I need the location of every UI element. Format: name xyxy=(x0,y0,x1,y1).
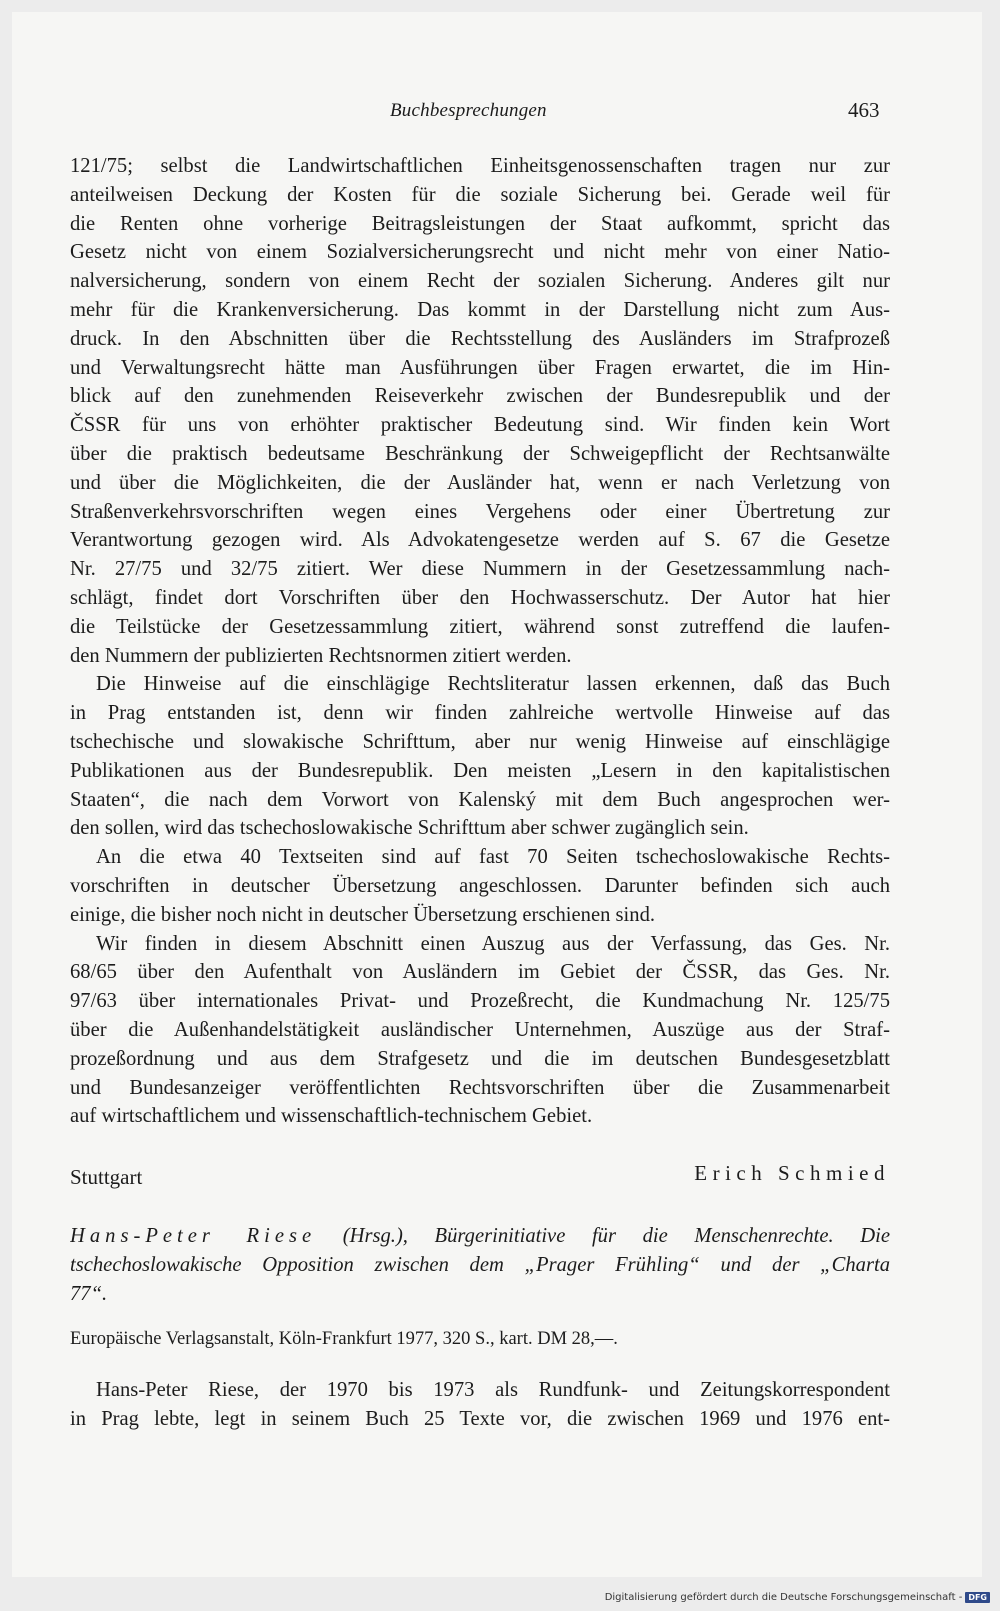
text-line: anteilweisen Deckung der Kosten für die soziale Sicherung bei. Gerade weil für xyxy=(70,183,890,206)
text-line: Wir finden in diesem Abschnitt einen Auszug aus der Verfassung, das Ges. Nr. xyxy=(96,932,890,955)
text-line: tschechische und slowakische Schrifttum, aber nur wenig Hinweise auf einschlägige xyxy=(70,730,890,753)
review-title-line xyxy=(70,1222,890,1251)
text-line: und Bundesanzeiger veröffentlichten Rechtsvorschriften über die Zusammenarbeit xyxy=(70,1076,890,1099)
review-title-part: (Hrsg.), Bürgerinitiative für die Menschenrechte. Die xyxy=(316,1225,890,1247)
text-line: prozeßordnung und aus dem Strafgesetz und die im deutschen Bundesgesetzblatt xyxy=(70,1047,890,1070)
body-text xyxy=(70,152,890,1131)
text-line: einige, die bisher noch nicht in deutscher Übersetzung erschienen sind. xyxy=(70,903,656,926)
text-line: Verantwortung gezogen wird. Als Advokatengesetze werden auf S. 67 die Gesetze xyxy=(70,529,890,552)
review-title-line: 77“. xyxy=(70,1282,108,1305)
text-line: Die Hinweise auf die einschlägige Rechtsliteratur lassen erkennen, daß das Buch xyxy=(96,673,890,696)
review-heading xyxy=(70,1222,890,1308)
text-line: und über die Möglichkeiten, die der Ausländer hat, wenn er nach Verletzung von xyxy=(70,471,890,494)
text-line: schlägt, findet dort Vorschriften über den Hochwasserschutz. Der Autor hat hier xyxy=(70,586,890,609)
text-line: in Prag lebte, legt in seinem Buch 25 Texte vor, die zwischen 1969 und 1976 ent- xyxy=(70,1407,890,1430)
text-line: Nr. 27/75 und 32/75 zitiert. Wer diese Nummern in der Gesetzessammlung nach- xyxy=(70,558,890,581)
review-body xyxy=(70,1375,890,1433)
text-line: die Teilstücke der Gesetzessammlung zitiert, während sonst zutreffend die laufen- xyxy=(70,615,890,638)
text-line: Straßenverkehrsvorschriften wegen eines Vergehens oder einer Übertretung zur xyxy=(70,500,890,523)
text-line: nalversicherung, sondern von einem Recht der sozialen Sicherung. Anderes gilt nur xyxy=(70,270,890,293)
text-line: 121/75; selbst die Landwirtschaftlichen Einheitsgenossenschaften tragen nur zur xyxy=(70,155,890,177)
text-line: 97/63 über internationales Privat- und Prozeßrecht, die Kundmachung Nr. 125/75 xyxy=(70,990,890,1013)
text-line: und Verwaltungsrecht hätte man Ausführungen über Fragen erwartet, die im Hin- xyxy=(70,356,890,379)
text-line: auf wirtschaftlichem und wissenschaftlich-technischem Gebiet. xyxy=(70,1105,593,1128)
signature-author: Erich Schmied xyxy=(694,1161,890,1185)
text-line: in Prag entstanden ist, denn wir finden zahlreiche wertvolle Hinweise auf das xyxy=(70,702,890,725)
text-line: den Nummern der publizierten Rechtsnormen zitiert werden. xyxy=(70,644,572,667)
signature xyxy=(70,1161,890,1195)
text-line: An die etwa 40 Textseiten sind auf fast 70 Seiten tschechoslowakische Rechts- xyxy=(96,846,890,869)
review-title-line: tschechoslowakische Opposition zwischen dem „Prager Frühling“ und der „Charta xyxy=(70,1253,890,1276)
text-line: Publikationen aus der Bundesrepublik. Den meisten „Lesern in den kapitalistischen xyxy=(70,759,890,782)
text-line: mehr für die Krankenversicherung. Das kommt in der Darstellung nicht zum Aus- xyxy=(70,298,890,321)
digitization-footer xyxy=(605,1592,990,1603)
running-header: Buchbesprechungen xyxy=(390,100,547,121)
text-line: Staaten“, die nach dem Vorwort von Kalenský mit dem Buch angesprochen wer- xyxy=(70,788,890,811)
text-line: den sollen, wird das tschechoslowakische Schrifttum aber schwer zugänglich sein. xyxy=(70,817,749,840)
page xyxy=(12,12,982,1577)
footer-text: Digitalisierung gefördert durch die Deutsche Forschungsgemeinschaft - xyxy=(604,1592,963,1603)
page-number: 463 xyxy=(848,98,880,122)
signature-city: Stuttgart xyxy=(70,1165,143,1189)
publication-info: Europäische Verlagsanstalt, Köln-Frankfurt 1977, 320 S., kart. DM 28,—. xyxy=(70,1329,618,1349)
text-line: Hans-Peter Riese, der 1970 bis 1973 als Rundfunk- und Zeitungskorrespondent xyxy=(96,1379,890,1401)
dfg-logo: DFG xyxy=(965,1592,990,1603)
text-line: ČSSR für uns von erhöhter praktischer Bedeutung sind. Wir finden kein Wort xyxy=(70,414,890,437)
text-line: über die Außenhandelstätigkeit ausländischer Unternehmen, Auszüge aus der Straf- xyxy=(70,1018,890,1041)
text-line: vorschriften in deutscher Übersetzung angeschlossen. Darunter befinden sich auch xyxy=(70,874,890,897)
text-line: druck. In den Abschnitten über die Rechtsstellung des Ausländers im Strafprozeß xyxy=(70,327,890,350)
text-line: 68/65 über den Aufenthalt von Ausländern im Gebiet der ČSSR, das Ges. Nr. xyxy=(70,961,890,984)
review-author: Hans-Peter Riese xyxy=(70,1225,317,1247)
text-line: über die praktisch bedeutsame Beschränkung der Schweigepflicht der Rechtsanwälte xyxy=(70,442,890,465)
text-line: die Renten ohne vorherige Beitragsleistungen der Staat aufkommt, spricht das xyxy=(70,212,890,235)
text-line: blick auf den zunehmenden Reiseverkehr zwischen der Bundesrepublik und der xyxy=(70,385,890,408)
text-line: Gesetz nicht von einem Sozialversicherungsrecht und nicht mehr von einer Natio- xyxy=(70,241,890,264)
